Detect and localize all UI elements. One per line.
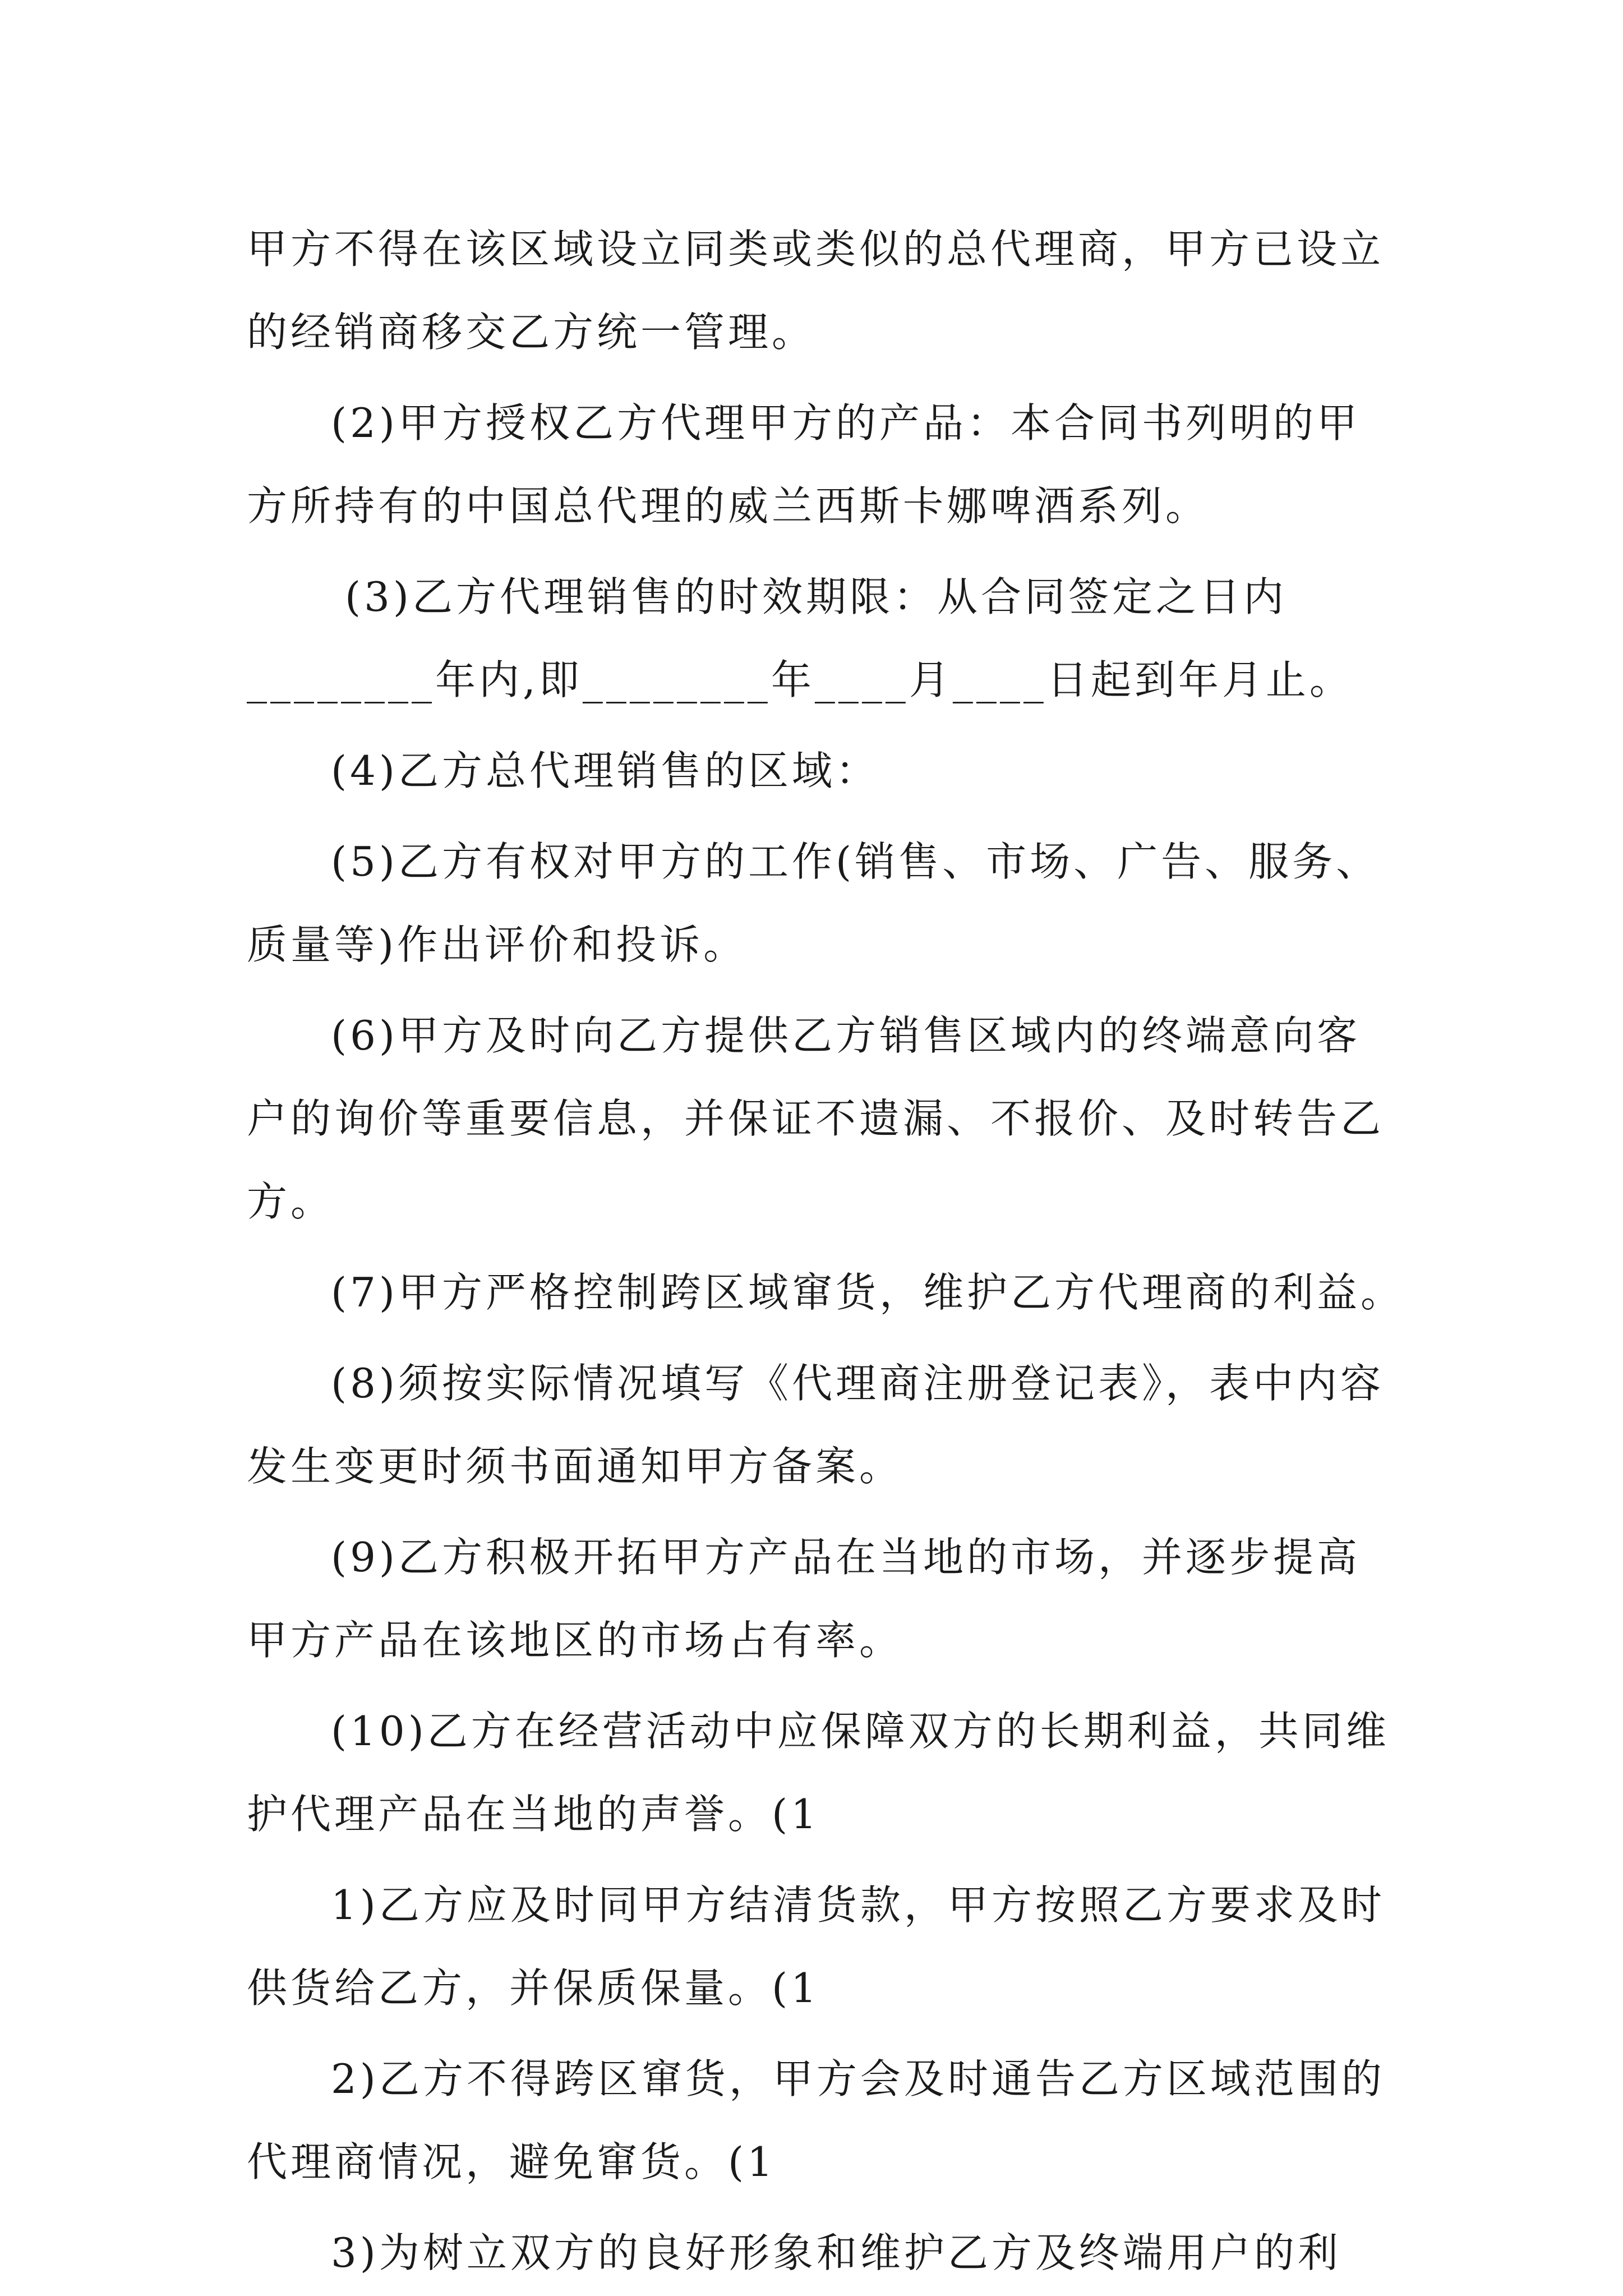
- clause-13-line: 3)为树立双方的良好形象和维护乙方及终端用户的利: [331, 2229, 1341, 2276]
- text-line: 的经销商移交乙方统一管理。: [247, 309, 816, 356]
- clause-8-line: (8)须按实际情况填写《代理商注册登记表》，表中内容: [331, 1360, 1384, 1407]
- text-line: 方。: [247, 1178, 335, 1225]
- clause-10-line: (10)乙方在经营活动中应保障双方的长期利益，共同维: [331, 1708, 1390, 1755]
- text-line: 户的询价等重要信息，并保证不遗漏、不报价、及时转告乙: [247, 1095, 1385, 1142]
- text-line: 代理商情况，避免窜货。(1: [247, 2138, 776, 2185]
- text-line: 发生变更时须书面通知甲方备案。: [247, 1443, 903, 1490]
- text-line: 甲方产品在该地区的市场占有率。: [247, 1617, 903, 1664]
- clause-7-line: (7)甲方严格控制跨区域窜货，维护乙方代理商的利益。: [331, 1269, 1404, 1316]
- clause-9-line: (9)乙方积极开拓甲方产品在当地的市场，并逐步提高: [331, 1534, 1361, 1581]
- clause-6-line: (6)甲方及时向乙方提供乙方销售区域内的终端意向客: [331, 1012, 1361, 1059]
- clause-2-line: (2)甲方授权乙方代理甲方的产品：本合同书列明的甲: [331, 399, 1361, 447]
- text-line: 质量等)作出评价和投诉。: [247, 921, 748, 968]
- text-line: 护代理产品在当地的声誉。(1: [247, 1791, 820, 1838]
- clause-5-line: (5)乙方有权对甲方的工作(销售、市场、广告、服务、: [331, 838, 1380, 885]
- blank-fill-line: ________年内,即________年____月____日起到年月止。: [247, 656, 1353, 703]
- text-line: 供货给乙方，并保质保量。(1: [247, 1964, 820, 2012]
- clause-12-line: 2)乙方不得跨区窜货，甲方会及时通告乙方区域范围的: [331, 2055, 1385, 2102]
- text-line: 方所持有的中国总代理的威兰西斯卡娜啤酒系列。: [247, 482, 1210, 530]
- clause-3-line: (3)乙方代理销售的时效期限：从合同签定之日内: [345, 573, 1287, 620]
- clause-4-line: (4)乙方总代理销售的区域：: [331, 747, 879, 794]
- clause-11-line: 1)乙方应及时同甲方结清货款，甲方按照乙方要求及时: [331, 1881, 1385, 1929]
- document-body: [247, 208, 1404, 2294]
- text-line: 甲方不得在该区域设立同类或类似的总代理商，甲方已设立: [247, 226, 1385, 273]
